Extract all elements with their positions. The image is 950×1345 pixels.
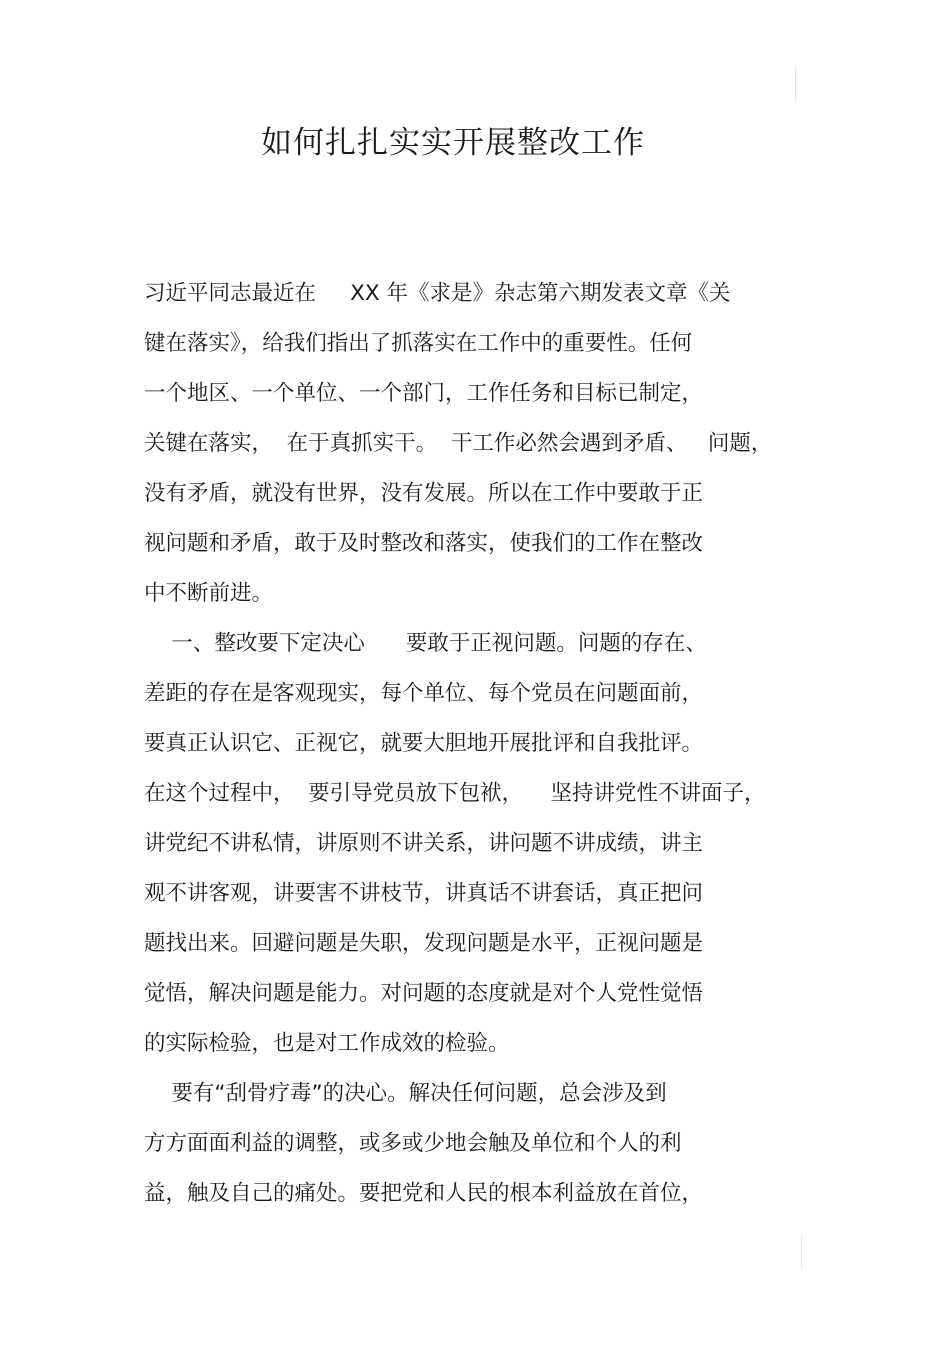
body-line: 在这个过程中， 要引导党员放下包袱， 坚持讲党性不讲面子， [144, 781, 766, 806]
body-line: 键在落实》，给我们指出了抓落实在工作中的重要性。任何 [144, 331, 693, 356]
page-edge-mark [801, 1235, 802, 1269]
body-line: 益，触及自己的痛处。要把党和人民的根本利益放在首位， [144, 1181, 704, 1206]
body-line: 觉悟，解决问题是能力。对问题的态度就是对个人党性觉悟 [144, 981, 704, 1006]
body-line: 关键在落实， 在于真抓实干。 干工作必然会遇到矛盾、 问题， [144, 431, 773, 456]
body-line: 讲党纪不讲私情，讲原则不讲关系，讲问题不讲成绩，讲主 [144, 831, 704, 856]
body-line: 没有矛盾，就没有世界，没有发展。所以在工作中要敢于正 [144, 481, 704, 506]
body-line: 的实际检验，也是对工作成效的检验。 [144, 1031, 510, 1056]
body-line: 习近平同志最近在 XX 年《求是》杂志第六期发表文章《关 [144, 281, 731, 306]
body-line: 方方面面利益的调整，或多或少地会触及单位和个人的利 [144, 1131, 682, 1156]
body-line: 视问题和矛盾，敢于及时整改和落实，使我们的工作在整改 [144, 531, 704, 556]
body-line: 一、整改要下定决心 要敢于正视问题。问题的存在、 [144, 631, 707, 656]
body-line: 要真正认识它、正视它，就要大胆地开展批评和自我批评。 [144, 731, 704, 756]
page-edge-mark [795, 68, 796, 100]
body-line: 题找出来。回避问题是失职，发现问题是水平，正视问题是 [144, 931, 704, 956]
body-line: 一个地区、一个单位、一个部门，工作任务和目标已制定， [144, 381, 704, 406]
document-title: 如何扎扎实实开展整改工作 [261, 125, 645, 161]
body-line: 观不讲客观，讲要害不讲枝节，讲真话不讲套话，真正把问 [144, 881, 704, 906]
body-line: 差距的存在是客观现实，每个单位、每个党员在问题面前， [144, 681, 704, 706]
body-line: 要有“刮骨疗毒”的决心。解决任何问题，总会涉及到 [144, 1081, 667, 1106]
body-line: 中不断前进。 [144, 581, 274, 606]
